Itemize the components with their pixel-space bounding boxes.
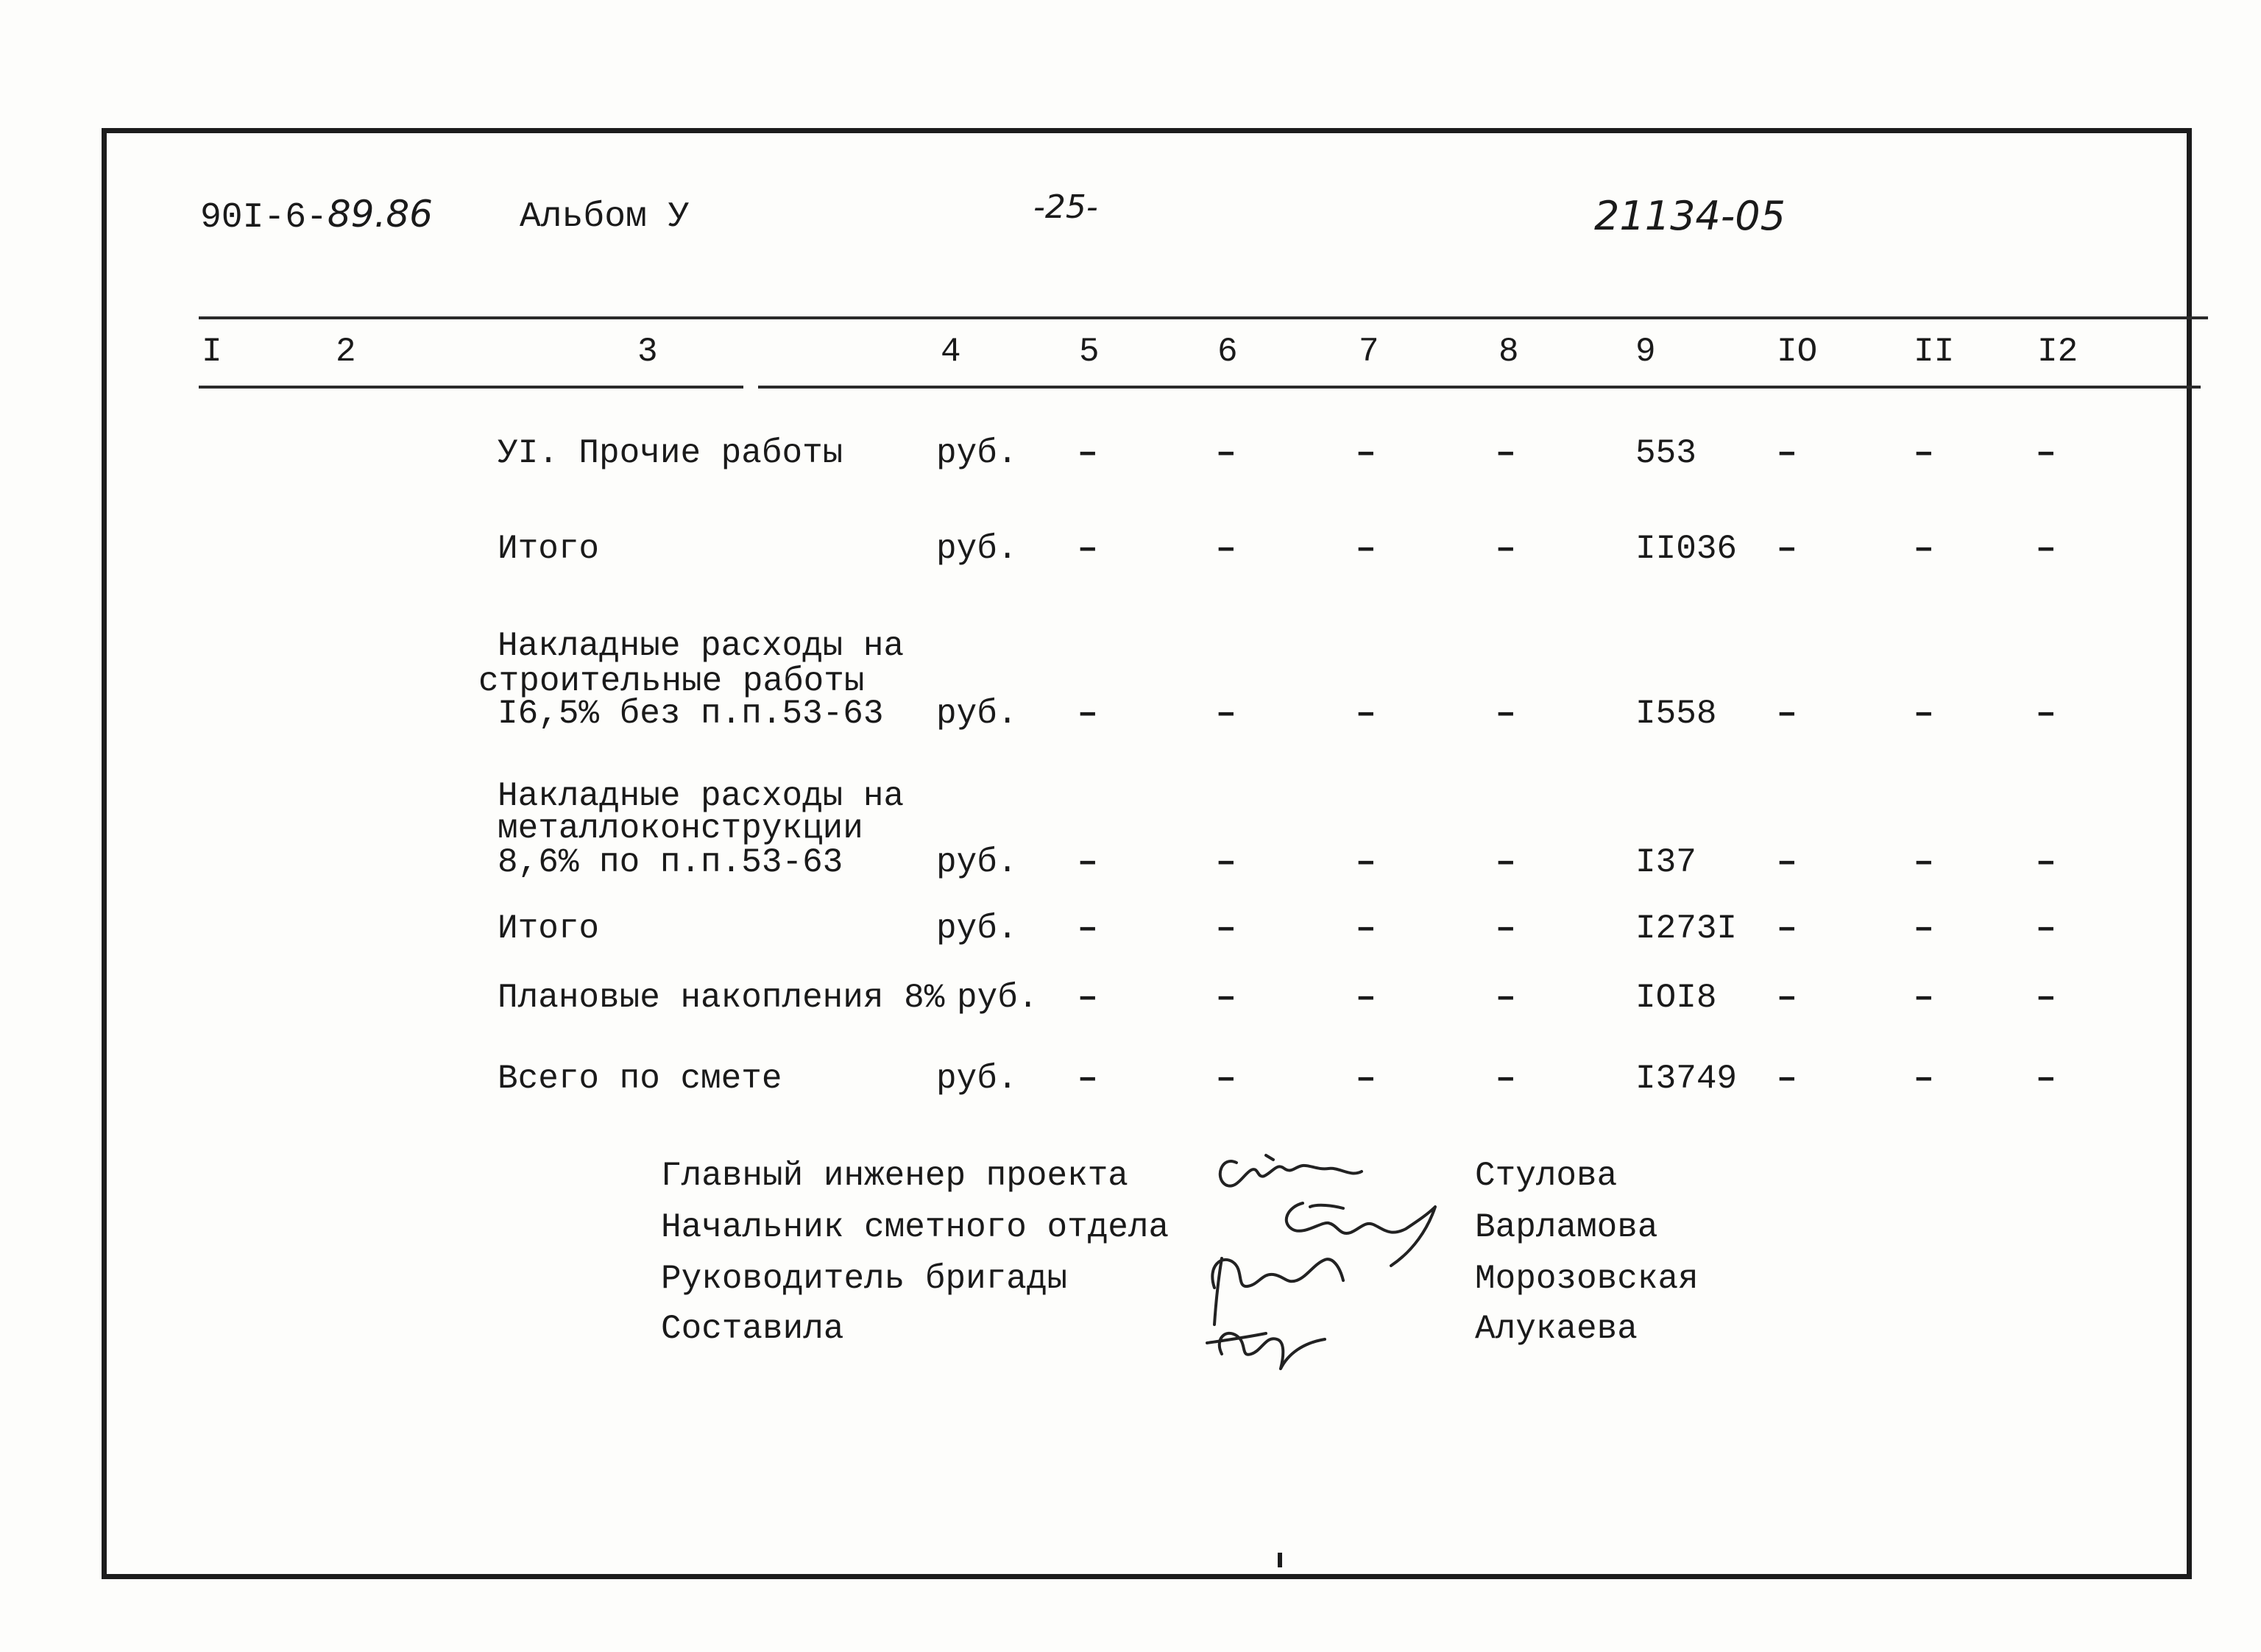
signature-title: Составила	[661, 1310, 844, 1348]
row-value: I37	[1635, 843, 1696, 882]
cell-dash: –	[1216, 979, 1236, 1017]
cell-dash: –	[1496, 1060, 1516, 1098]
col-num-2: 2	[336, 333, 356, 371]
cell-dash: –	[1777, 843, 1797, 882]
cell-dash: –	[1216, 910, 1236, 948]
cell-dash: –	[2036, 695, 2056, 733]
row-label-line-3: 8,6% по п.п.53-63	[498, 843, 843, 882]
row-label-line-3: I6,5% без п.п.53-63	[498, 695, 884, 733]
cell-dash: –	[2036, 434, 2056, 472]
cell-dash: –	[1496, 530, 1516, 568]
header-rule-bottom-left	[199, 386, 743, 389]
drawing-code: 21134-05	[1594, 193, 1786, 239]
col-num-7: 7	[1359, 333, 1379, 371]
doc-code	[200, 193, 433, 238]
cell-dash: –	[1216, 530, 1236, 568]
cell-dash: –	[1356, 843, 1376, 882]
col-num-5: 5	[1079, 333, 1100, 371]
row-value: 553	[1635, 434, 1696, 472]
row-label-line-1: Накладные расходы на	[498, 777, 905, 815]
cell-dash: –	[1777, 1060, 1797, 1098]
col-num-4: 4	[941, 333, 961, 371]
cell-dash: –	[1216, 695, 1236, 733]
signature-title: Начальник сметного отдела	[661, 1208, 1170, 1247]
cell-dash: –	[1078, 910, 1098, 948]
cell-dash: –	[1496, 910, 1516, 948]
cell-dash: –	[1356, 1060, 1376, 1098]
row-value: I558	[1635, 695, 1717, 733]
row-label: УI. Прочие работы	[498, 434, 843, 472]
cell-dash: –	[1078, 434, 1098, 472]
col-num-6: 6	[1217, 333, 1238, 371]
signature-name: Варламова	[1475, 1208, 1658, 1247]
cell-dash: –	[1356, 434, 1376, 472]
page-frame	[102, 128, 2192, 1579]
cell-dash: –	[1914, 979, 1934, 1017]
cell-dash: –	[1078, 843, 1098, 882]
row-label-line-2: строительные работы	[478, 662, 865, 701]
row-unit: руб.	[936, 530, 1018, 568]
cell-dash: –	[1356, 530, 1376, 568]
col-num-11: II	[1914, 333, 1955, 371]
row-unit: руб.	[936, 1060, 1018, 1098]
cell-dash: –	[2036, 1060, 2056, 1098]
cell-dash: –	[2036, 910, 2056, 948]
row-value: II036	[1635, 530, 1738, 568]
cell-dash: –	[1078, 1060, 1098, 1098]
doc-code-handwritten: 89.86	[327, 193, 433, 235]
row-unit: руб.	[936, 695, 1018, 733]
cell-dash: –	[1216, 843, 1236, 882]
cell-dash: –	[1356, 910, 1376, 948]
row-label-line-1: Накладные расходы на	[498, 627, 905, 665]
signature-title: Главный инженер проекта	[661, 1157, 1128, 1195]
signature-name: Морозовская	[1475, 1260, 1699, 1298]
row-label: Всего по смете	[498, 1060, 782, 1098]
cell-dash: –	[1496, 979, 1516, 1017]
row-value: IOI8	[1635, 979, 1717, 1017]
signature-name: Алукаева	[1475, 1310, 1638, 1348]
cell-dash: –	[1914, 910, 1934, 948]
row-unit: руб.	[936, 910, 1018, 948]
cell-dash: –	[1777, 910, 1797, 948]
album-label: Альбом У	[520, 197, 690, 237]
row-value: I3749	[1635, 1060, 1738, 1098]
cell-dash: –	[1777, 979, 1797, 1017]
row-unit: руб.	[936, 434, 1018, 472]
row-label-line-2: металлоконструкции	[498, 809, 863, 848]
cell-dash: –	[1496, 695, 1516, 733]
cell-dash: –	[2036, 843, 2056, 882]
cell-dash: –	[1777, 530, 1797, 568]
cell-dash: –	[1496, 843, 1516, 882]
row-label: Плановые накопления 8%	[498, 979, 945, 1017]
header-rule-top	[199, 316, 2208, 319]
signature-title: Руководитель бригады	[661, 1260, 1068, 1298]
header-rule-bottom-right	[758, 386, 2201, 389]
col-num-3: 3	[637, 333, 658, 371]
col-num-8: 8	[1499, 333, 1519, 371]
cell-dash: –	[1777, 695, 1797, 733]
row-value: I273I	[1635, 910, 1738, 948]
cell-dash: –	[1496, 434, 1516, 472]
cell-dash: –	[1356, 979, 1376, 1017]
cell-dash: –	[1216, 434, 1236, 472]
cell-dash: –	[1078, 695, 1098, 733]
row-unit: руб.	[957, 979, 1038, 1017]
cell-dash: –	[1914, 1060, 1934, 1098]
cell-dash: –	[1914, 530, 1934, 568]
doc-code-printed: 90I-6-	[200, 198, 328, 238]
cell-dash: –	[1356, 695, 1376, 733]
cell-dash: –	[1216, 1060, 1236, 1098]
signature-name: Стулова	[1475, 1157, 1618, 1195]
col-num-1: I	[202, 333, 222, 371]
col-num-10: IO	[1777, 333, 1818, 371]
cell-dash: –	[2036, 530, 2056, 568]
col-num-12: I2	[2037, 333, 2078, 371]
row-label: Итого	[498, 530, 600, 568]
cell-dash: –	[2036, 979, 2056, 1017]
cell-dash: –	[1078, 530, 1098, 568]
page-number: -25-	[1033, 188, 1098, 226]
handwritten-signatures	[1192, 1133, 1457, 1383]
col-num-9: 9	[1635, 333, 1656, 371]
cell-dash: –	[1777, 434, 1797, 472]
frame-tick	[1278, 1553, 1282, 1567]
cell-dash: –	[1914, 434, 1934, 472]
row-label: Итого	[498, 910, 600, 948]
cell-dash: –	[1078, 979, 1098, 1017]
cell-dash: –	[1914, 843, 1934, 882]
cell-dash: –	[1914, 695, 1934, 733]
row-unit: руб.	[936, 843, 1018, 882]
